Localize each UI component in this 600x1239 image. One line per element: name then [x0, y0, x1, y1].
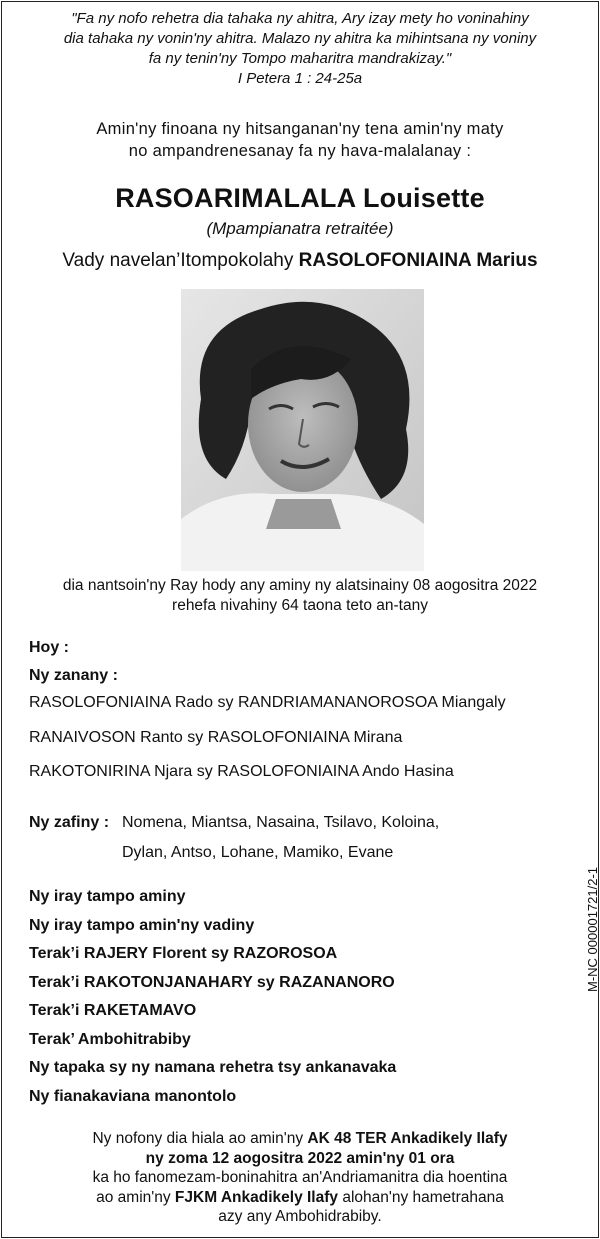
death-announcement — [0, 576, 600, 616]
verse-line: "Fa ny nofo rehetra dia tahaka ny ahitra, Ary izay mety ho voninahiny — [71, 10, 529, 27]
deceased-name: RASOARIMALALA Louisette — [115, 183, 485, 213]
grandchildren-label: Ny zafiny : — [29, 814, 110, 831]
relative-group: Ny tapaka sy ny namana rehetra tsy ankanavaka — [29, 1059, 397, 1076]
portrait-photo — [181, 289, 424, 571]
spouse-line — [0, 250, 600, 272]
grandchildren-list: Dylan, Antso, Lohane, Mamiko, Evane — [122, 844, 394, 861]
relative-group: Terak’i RAKETAMAVO — [29, 1002, 197, 1019]
portrait-image — [181, 289, 424, 571]
child-couple: RASOLOFONIAINA Rado sy RANDRIAMANANOROSOA Miangaly — [29, 694, 506, 711]
death-line: rehefa nivahiny 64 taona teto an-tany — [172, 597, 428, 614]
spouse-prefix: Vady navelan’Itompokolahy — [62, 250, 294, 271]
funeral-line-prefix: Ny nofony dia hiala ao amin'ny — [92, 1130, 304, 1147]
intro-line: no ampandrenesanay fa ny hava-malalanay : — [128, 142, 472, 160]
relative-group: Ny iray tampo aminy — [29, 888, 186, 905]
reference-code: M-NC 000001721/2-1 — [585, 866, 600, 992]
intro-text — [0, 118, 600, 162]
child-couple: RAKOTONIRINA Njara sy RASOLOFONIAINA Ando Hasina — [29, 763, 454, 780]
funeral-line — [0, 1188, 600, 1208]
hoy-label: Hoy : — [29, 639, 69, 656]
spouse-name: RASOLOFONIAINA Marius — [298, 250, 538, 271]
grandchildren-list: Nomena, Miantsa, Nasaina, Tsilavo, Koloina, — [122, 814, 440, 831]
funeral-line: ka ho fanomezam-boninahitra an'Andriamanitra dia hoentina — [92, 1169, 508, 1186]
death-line: dia nantsoin'ny Ray hody any aminy ny alatsinainy 08 aogositra 2022 — [62, 577, 538, 594]
funeral-church: FJKM Ankadikely Ilafy — [174, 1188, 339, 1206]
verse-reference: I Petera 1 : 24-25a — [237, 70, 363, 87]
verse-line: fa ny tenin'ny Tompo maharitra mandrakizay." — [148, 50, 452, 67]
funeral-date: ny zoma 12 aogositra 2022 amin'ny 01 ora — [145, 1149, 455, 1167]
funeral-line — [0, 1129, 600, 1149]
relative-group: Terak’ Ambohitrabiby — [29, 1031, 191, 1048]
funeral-line-suffix: alohan'ny hametrahana — [342, 1188, 504, 1206]
funeral-details — [0, 1129, 600, 1227]
funeral-line — [0, 1149, 600, 1169]
relative-group: Terak’i RAJERY Florent sy RAZOROSOA — [29, 945, 338, 962]
funeral-origin: AK 48 TER Ankadikely Ilafy — [307, 1130, 508, 1147]
verse-line: dia tahaka ny vonin'ny ahitra. Malazo ny ahitra ka mihintsana ny voniny — [63, 30, 537, 47]
relative-group: Ny iray tampo amin'ny vadiny — [29, 917, 255, 934]
relative-group: Terak’i RAKOTONJANAHARY sy RAZANANORO — [29, 974, 395, 991]
relative-group: Ny fianakaviana manontolo — [29, 1088, 237, 1105]
funeral-line: azy any Ambohidrabiby. — [218, 1208, 382, 1225]
child-couple: RANAIVOSON Ranto sy RASOLOFONIAINA Mirana — [29, 729, 403, 746]
bible-verse — [0, 9, 600, 89]
deceased-occupation: (Mpampianatra retraitée) — [206, 219, 394, 238]
children-label: Ny zanany : — [29, 667, 118, 684]
intro-line: Amin'ny finoana ny hitsanganan'ny tena amin'ny maty — [96, 120, 504, 138]
funeral-line-prefix: ao amin'ny — [96, 1188, 171, 1206]
